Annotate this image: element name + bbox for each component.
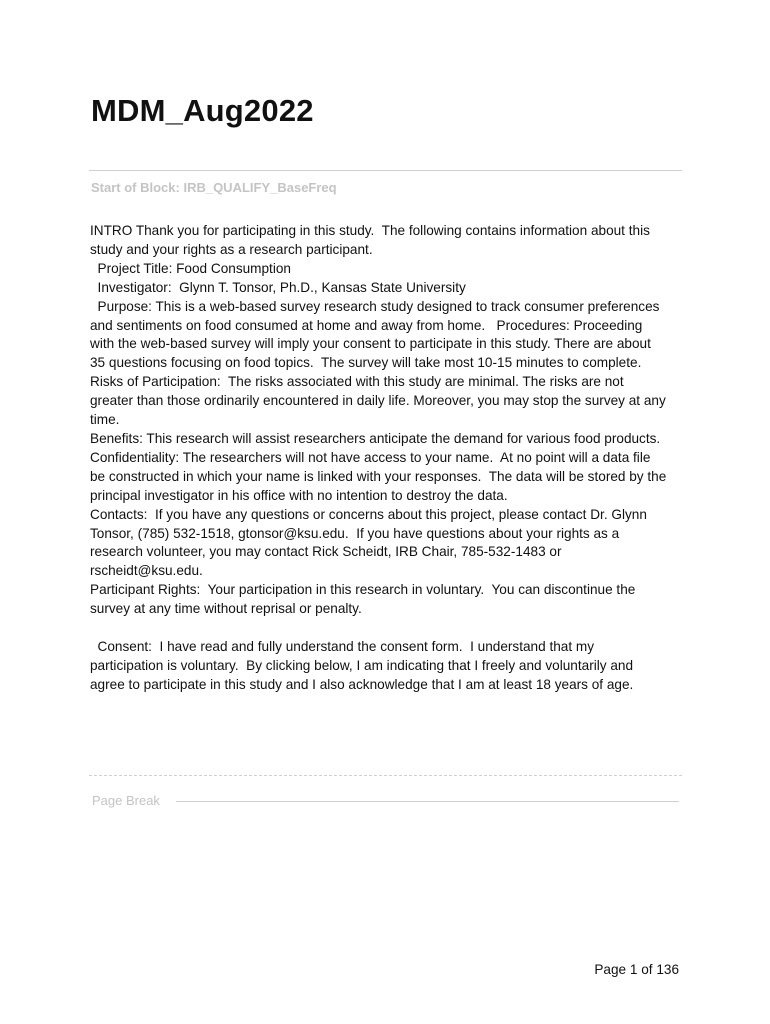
survey-title: MDM_Aug2022 — [91, 93, 314, 128]
intro-consent-text — [90, 222, 690, 695]
intro-line: Risks of Participation: The risks associated with this study are minimal. The risks are not — [90, 374, 624, 390]
intro-line: be constructed in which your name is linked with your responses. The data will be stored by the — [90, 468, 667, 484]
page-number: Page 1 of 136 — [594, 962, 679, 977]
consent-line: participation is voluntary. By clicking below, I am indicating that I freely and voluntarily and — [90, 657, 634, 673]
intro-line: greater than those ordinarily encountered in daily life. Moreover, you may stop the survey at any — [90, 393, 666, 409]
block-divider — [89, 170, 682, 171]
intro-line: Contacts: If you have any questions or concerns about this project, please contact Dr. Glynn — [90, 506, 647, 522]
intro-line: Confidentiality: The researchers will not have access to your name. At no point will a data file — [90, 449, 651, 465]
intro-line: time. — [90, 412, 120, 428]
intro-line: study and your rights as a research participant. — [90, 241, 373, 257]
intro-line: research volunteer, you may contact Rick Scheidt, IRB Chair, 785-532-1483 or — [90, 544, 562, 560]
intro-line: Investigator: Glynn T. Tonsor, Ph.D., Kansas State University — [90, 279, 466, 295]
intro-line: Project Title: Food Consumption — [90, 260, 291, 276]
intro-line: Tonsor, (785) 532-1518, gtonsor@ksu.edu. If you have questions about your rights as a — [90, 525, 620, 541]
intro-line: survey at any time without reprisal or penalty. — [90, 601, 362, 617]
intro-line: principal investigator in his office with no intention to destroy the data. — [90, 487, 508, 503]
intro-line: Benefits: This research will assist researchers anticipate the demand for various food products. — [90, 430, 661, 446]
intro-line: Participant Rights: Your participation in this research in voluntary. You can discontinue the — [90, 582, 636, 598]
intro-line: Purpose: This is a web-based survey research study designed to track consumer preferences — [90, 298, 660, 314]
intro-line: 35 questions focusing on food topics. The survey will take most 10-15 minutes to complete. — [90, 355, 642, 371]
intro-line: INTRO Thank you for participating in this study. The following contains information about this — [90, 223, 650, 238]
block-start-label: Start of Block: IRB_QUALIFY_BaseFreq — [91, 180, 337, 195]
page-break-line — [176, 801, 679, 802]
question-separator — [89, 775, 682, 776]
paragraph-gap — [90, 619, 690, 638]
consent-line: agree to participate in this study and I also acknowledge that I am at least 18 years of age. — [90, 676, 634, 692]
page-break-label: Page Break — [92, 793, 160, 808]
intro-line: rscheidt@ksu.edu. — [90, 563, 203, 579]
consent-line: Consent: I have read and fully understand the consent form. I understand that my — [90, 638, 595, 654]
intro-line: with the web-based survey will imply your consent to participate in this study. There are about — [90, 336, 651, 352]
intro-line: and sentiments on food consumed at home and away from home. Procedures: Proceeding — [90, 317, 643, 333]
